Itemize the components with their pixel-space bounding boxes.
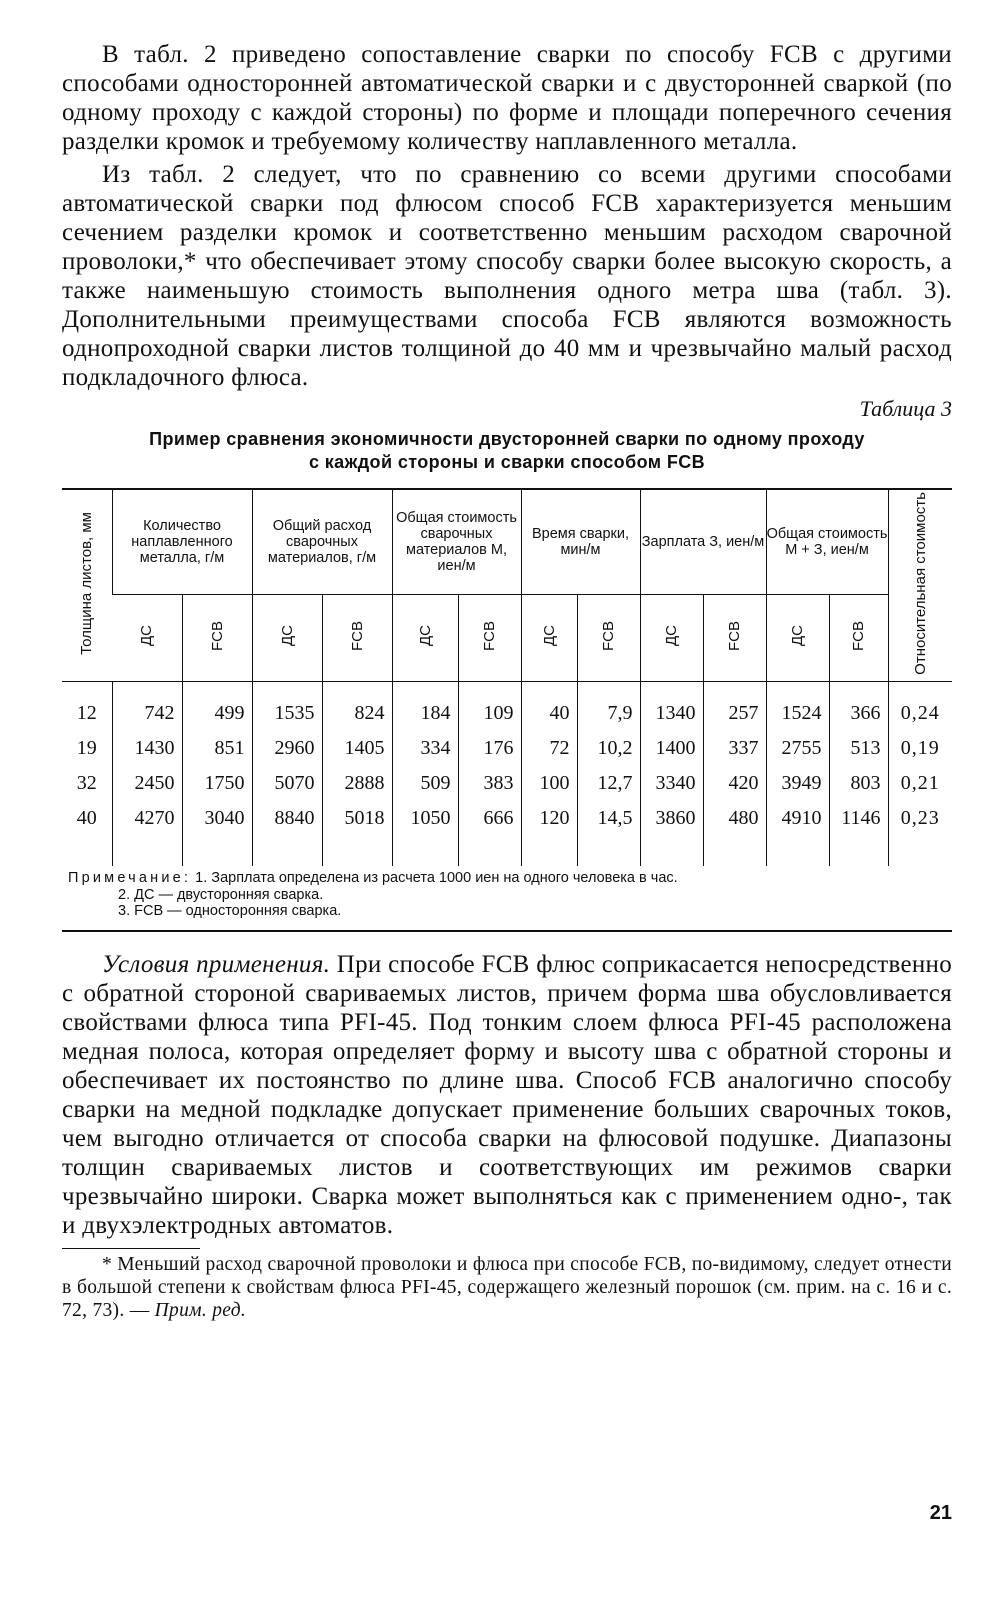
table-caption-line-1: Пример сравнения экономичности двусторонней сварки по одному проходу — [149, 429, 865, 449]
cell-value: 8840 — [252, 801, 322, 836]
cell-value: 1535 — [252, 696, 322, 731]
subheader-ds-label: ДС — [416, 625, 434, 646]
subheader-fcb — [182, 595, 252, 682]
note-1-text: 1. Зарплата определена из расчета 1000 иен на одного человека в час. — [191, 870, 678, 886]
header-relative-cost-label: Относительная стоимость — [911, 492, 929, 675]
cell-value: 742 — [112, 696, 182, 731]
header-group-wages: Зарплата З, иен/м — [640, 490, 766, 595]
subheader-fcb — [322, 595, 392, 682]
cell-value: 40 — [521, 696, 577, 731]
footnote-rule — [62, 1248, 200, 1249]
cell-relative: 0,19 — [888, 731, 952, 766]
cell-value: 366 — [829, 696, 888, 731]
table-label: Таблица 3 — [859, 396, 952, 421]
cell-value: 499 — [182, 696, 252, 731]
cell-value: 1405 — [322, 731, 392, 766]
cell-value: 1400 — [640, 731, 703, 766]
header-group-deposited-metal: Количество наплавленного металла, г/м — [112, 490, 252, 595]
subheader-ds — [640, 595, 703, 682]
subheader-ds — [392, 595, 458, 682]
subheader-ds — [112, 595, 182, 682]
table-notes — [62, 866, 952, 930]
cell-value: 5018 — [322, 801, 392, 836]
note-2: 2. ДС — двусторонняя сварка. — [118, 886, 324, 903]
header-group-material-cost: Общая стоимость сварочных материалов М, иен/м — [392, 490, 521, 595]
cell-value: 120 — [521, 801, 577, 836]
subheader-ds — [766, 595, 829, 682]
cell-value: 100 — [521, 766, 577, 801]
header-relative-cost — [888, 490, 952, 682]
subheader-ds-label: ДС — [663, 625, 680, 646]
cell-thickness: 32 — [76, 772, 97, 794]
subheader-ds — [521, 595, 577, 682]
header-thickness-label: Толщина листов, мм — [78, 512, 96, 655]
subheader-fcb — [829, 595, 888, 682]
cell-value: 509 — [392, 766, 458, 801]
cell-relative: 0,23 — [888, 801, 952, 836]
header-group-total-cost: Общая стоимость М + З, иен/м — [766, 490, 888, 595]
cell-value: 10,2 — [577, 731, 640, 766]
subheader-fcb-label: FCB — [208, 620, 226, 651]
subheader-fcb — [458, 595, 521, 682]
paragraph-3-lead: Условия применения. — [102, 950, 331, 978]
cell-relative: 0,24 — [888, 696, 952, 731]
cell-value: 109 — [458, 696, 521, 731]
header-thickness — [62, 490, 112, 682]
note-3: 3. FCB — односторонняя сварка. — [118, 903, 342, 919]
cell-value: 176 — [458, 731, 521, 766]
cell-value: 4910 — [766, 801, 829, 836]
cell-value: 1524 — [766, 696, 829, 731]
header-row-groups — [62, 490, 952, 595]
table-row — [62, 696, 952, 731]
cell-value: 851 — [182, 731, 252, 766]
footnote-tail: Прим. ред. — [154, 1299, 247, 1321]
paragraph-1: В табл. 2 приведено сопоставление сварки по способу FCB с другими способами односторонней автоматической сварки и с двусторонней сваркой (по одному проходу с каждой стороны) по форме и площади поперечного сечения разделки кромок и требуемому количеству наплавленного металла. — [62, 41, 952, 155]
cell-value: 72 — [521, 731, 577, 766]
note-1 — [68, 870, 946, 887]
cell-value: 666 — [458, 801, 521, 836]
subheader-fcb — [577, 595, 640, 682]
subheader-fcb-label: FCB — [726, 620, 743, 651]
subheader-fcb-label: FCB — [850, 620, 867, 651]
cell-value: 3860 — [640, 801, 703, 836]
cell-value: 1050 — [392, 801, 458, 836]
cell-value: 14,5 — [577, 801, 640, 836]
cell-value: 2960 — [252, 731, 322, 766]
cell-value: 12,7 — [577, 766, 640, 801]
subheader-fcb-label: FCB — [600, 620, 617, 651]
cell-value: 2450 — [112, 766, 182, 801]
cell-value: 1146 — [829, 801, 888, 836]
footnote — [62, 1253, 952, 1322]
cell-value: 3340 — [640, 766, 703, 801]
header-row-subcols — [62, 595, 952, 682]
table-spacer — [62, 836, 952, 866]
subheader-ds-label: ДС — [540, 625, 558, 646]
cell-value: 383 — [458, 766, 521, 801]
cell-value: 2755 — [766, 731, 829, 766]
note-heading: Примечание: — [68, 870, 192, 886]
cell-relative: 0,21 — [888, 766, 952, 801]
cell-value: 513 — [829, 731, 888, 766]
cell-value: 1750 — [182, 766, 252, 801]
cell-value: 184 — [392, 696, 458, 731]
cell-thickness: 40 — [76, 807, 97, 829]
table-spacer — [62, 682, 952, 697]
page-number: 21 — [929, 1502, 952, 1524]
paragraph-2: Из табл. 2 следует, что по сравнению со всеми другими способами автоматической сварки под флюсом способ FCB характеризуется меньшим сечением разделки кромок и соответственно меньшим расходом сварочной проволоки,* что обеспечивает этому способу сварки более высокую скорость, а также наименьшую стоимость выполнения одного метра шва (табл. 3). Дополнительными преимуществами способа FCB являются возможность однопроходной сварки листов толщиной до 40 мм и чрезвычайно малый расход подкладочного флюса. — [62, 161, 952, 391]
table-caption — [62, 428, 952, 474]
data-table — [62, 490, 952, 866]
cell-value: 3949 — [766, 766, 829, 801]
table-row — [62, 766, 952, 801]
cell-value: 1340 — [640, 696, 703, 731]
cell-thickness: 19 — [76, 737, 97, 759]
paragraph-3-text: При способе FCB флюс соприкасается непосредственно с обратной стороной свариваемых листов, причем форма шва обусловливается свойствами флюса типа PFI-45. Под тонким слоем флюса PFI-45 расположена медная полоса, которая определяет форму и высоту шва с обратной стороны и обеспечивает их постоянство по длине шва. Способ FCB аналогично способу сварки на медной подкладке допускает применение больших сварочных токов, чем выгодно отличается от способа сварки на флюсовой подушке. Диапазоны толщин свариваемых листов и соответствующих им режимов сварки чрезвычайно широки. Сварка может выполняться как с применением одно-, так и двухэлектродных автоматов. — [62, 950, 952, 1239]
cell-value: 1430 — [112, 731, 182, 766]
table-row — [62, 731, 952, 766]
subheader-fcb — [703, 595, 766, 682]
cell-value: 257 — [703, 696, 766, 731]
cell-thickness: 12 — [76, 702, 97, 724]
cell-value: 2888 — [322, 766, 392, 801]
table-row — [62, 801, 952, 836]
subheader-ds-label: ДС — [138, 625, 156, 646]
footnote-text: * Меньший расход сварочной проволоки и флюса при способе FCB, по-видимому, следует отнести в большой степени к свойствам флюса PFI-45, содержащего железный порошок (см. прим. на с. 16 и с. 72, 73). — — [62, 1253, 952, 1321]
cell-value: 7,9 — [577, 696, 640, 731]
subheader-ds — [252, 595, 322, 682]
subheader-fcb-label: FCB — [481, 620, 498, 651]
cell-value: 337 — [703, 731, 766, 766]
table-3 — [62, 488, 952, 932]
header-group-material-consumption: Общий расход сварочных материалов, г/м — [252, 490, 392, 595]
subheader-fcb-label: FCB — [348, 620, 366, 651]
cell-value: 4270 — [112, 801, 182, 836]
cell-value: 334 — [392, 731, 458, 766]
cell-value: 420 — [703, 766, 766, 801]
header-group-welding-time: Время сварки, мин/м — [521, 490, 640, 595]
subheader-ds-label: ДС — [789, 625, 806, 646]
cell-value: 803 — [829, 766, 888, 801]
cell-value: 5070 — [252, 766, 322, 801]
page-body — [62, 40, 952, 1322]
table-caption-line-2: с каждой стороны и сварки способом FCB — [308, 452, 706, 472]
cell-value: 480 — [703, 801, 766, 836]
cell-value: 824 — [322, 696, 392, 731]
cell-value: 3040 — [182, 801, 252, 836]
subheader-ds-label: ДС — [278, 625, 296, 646]
paragraph-3 — [62, 950, 952, 1240]
